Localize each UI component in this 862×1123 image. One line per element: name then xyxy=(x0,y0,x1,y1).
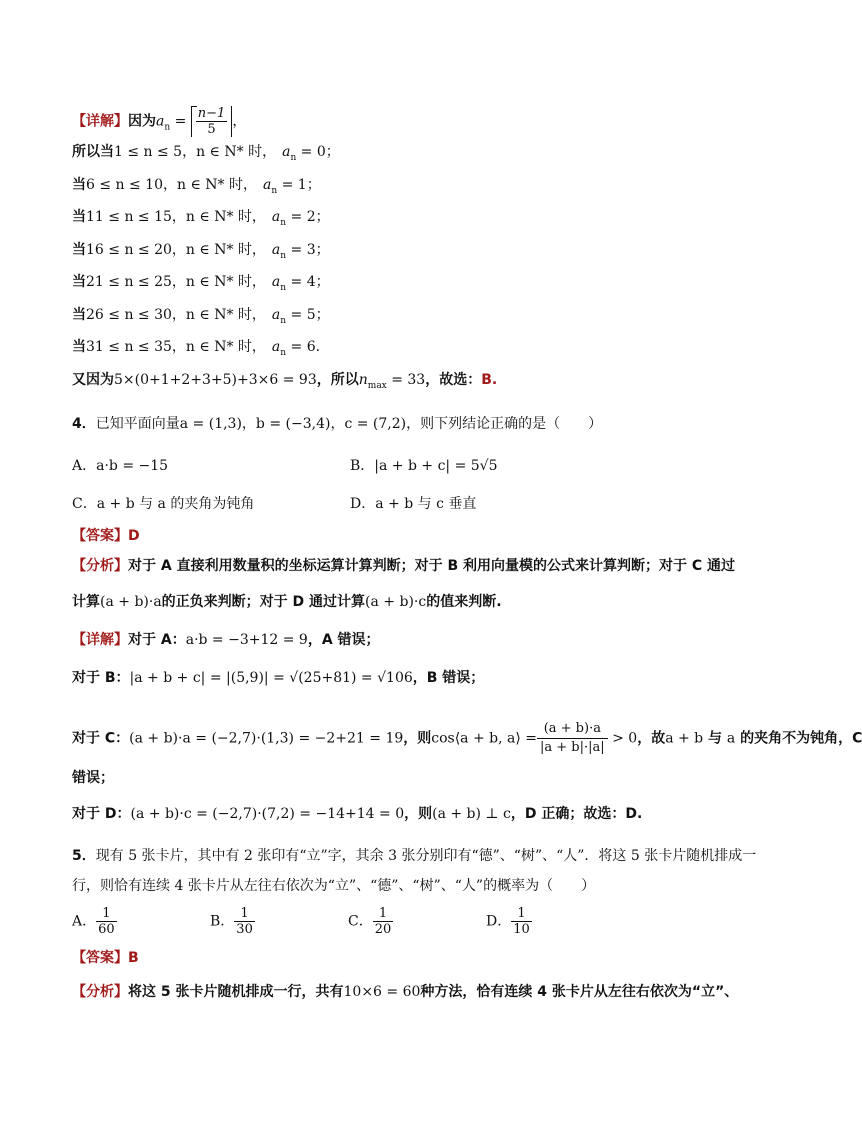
case-line: 当16 ≤ n ≤ 20，n ∈ N* 时， $a_n = 3$； xyxy=(72,242,330,261)
q4-detail-d-prefix: 对于 D： xyxy=(72,806,131,822)
q5-answer xyxy=(72,948,139,968)
q5-analysis-label: 【分析】 xyxy=(72,984,128,1000)
q4-stem: 4．已知平面向量a = (1,3)，b = (−3,4)，c = (7,2)，则下列结论正确的是（ ） xyxy=(72,416,603,432)
q4-detail-a-expr: a·b = −3+12 = 9 xyxy=(185,632,308,648)
q4-vector-b: b = (−3,4) xyxy=(255,416,331,432)
q5-stem-2 xyxy=(72,876,595,896)
case-prefix: 当 xyxy=(72,242,86,258)
q4-option-d xyxy=(350,494,476,514)
q4-option-c-label: C． xyxy=(72,496,97,512)
case-range: 6 ≤ n ≤ 10 xyxy=(86,177,163,193)
q4-analysis-2e: 的值来判断. xyxy=(426,594,502,610)
q4-detail-c-gt: > 0 xyxy=(607,730,638,747)
q4-detail-c-e: a + b xyxy=(665,730,704,747)
case-value: 0 xyxy=(316,144,326,160)
q5-option-label: B． xyxy=(210,913,235,930)
q5-stem-text-2: 行，则恰有连续 4 张卡片从左往右依次为“立”、“德”、“树”、“人”的概率为（ ） xyxy=(72,878,596,894)
q4-stem-a: 已知平面向量 xyxy=(95,416,180,432)
q5-option-den: 60 xyxy=(98,922,115,937)
q5-option xyxy=(72,906,117,937)
q4-analysis-text-1: 对于 A 直接利用数量积的坐标运算计算判断；对于 B 利用向量模的公式来计算判断；对于 C 通过 xyxy=(128,558,736,574)
q4-analysis-label: 【分析】 xyxy=(72,558,128,574)
case-prefix: 当 xyxy=(72,177,86,193)
q4-detail-c-cont xyxy=(72,768,114,788)
q4-option-b-text: |a + b + c| = 5√5 xyxy=(374,458,498,474)
q5-option-label: D． xyxy=(486,913,512,930)
q5-option-num: 1 xyxy=(234,906,255,922)
q4-analysis-2b: (a + b)·a xyxy=(100,594,162,610)
case-nset: n ∈ N* 时， xyxy=(185,209,266,225)
q4-detail-d-perp: (a + b) ⊥ c xyxy=(432,806,511,822)
q5-option xyxy=(210,906,255,937)
q4-detail-c-i: 错误； xyxy=(72,770,114,786)
q5-option-den: 10 xyxy=(513,922,530,937)
an-symbol: a xyxy=(156,113,165,130)
q4-detail-c-then: ，则 xyxy=(403,730,432,747)
case-nset: n ∈ N* 时， xyxy=(185,242,266,258)
q4-number: 4． xyxy=(72,416,96,432)
q5-number: 5． xyxy=(72,848,96,864)
nmax-sub: max xyxy=(367,380,387,391)
q4-answer-value: D xyxy=(128,528,140,544)
case-range: 21 ≤ n ≤ 25 xyxy=(86,274,172,290)
q4-detail-c-prefix: 对于 C： xyxy=(72,730,130,747)
q4-detail-c-h: 的夹角不为钝角，C xyxy=(735,730,862,747)
case-range: 26 ≤ n ≤ 30 xyxy=(86,307,172,323)
q5-option-fraction xyxy=(96,906,117,937)
q4-detail-c-d: ，故 xyxy=(637,730,666,747)
conclusion-expr: 5×(0+1+2+3+5)+3×6 = 93 xyxy=(114,372,317,388)
case-prefix: 当 xyxy=(72,307,86,323)
case-prefix: 当 xyxy=(72,339,86,355)
case-range: 11 ≤ n ≤ 15 xyxy=(86,209,172,225)
case-line: 当21 ≤ n ≤ 25，n ∈ N* 时， $a_n = 4$； xyxy=(72,274,330,293)
case-nset: n ∈ N* 时， xyxy=(185,307,266,323)
q5-option-label: C． xyxy=(348,913,373,930)
q5-option-label: A． xyxy=(72,913,97,930)
nmax-symbol: n xyxy=(358,372,368,388)
q4-option-a xyxy=(72,456,168,476)
q4-detail-d-expr: (a + b)·c = (−2,7)·(7,2) = −14+14 = 0 xyxy=(130,806,405,822)
q4-detail-b-tail: ，B 错误； xyxy=(412,670,485,686)
case-prefix: 当 xyxy=(72,274,86,290)
q5-answer-label: 【答案】 xyxy=(72,950,128,966)
detail-label: 【详解】 xyxy=(72,113,128,130)
q4-detail-c-fnum: (a + b)·a xyxy=(537,720,608,739)
case-line: 当26 ≤ n ≤ 30，n ∈ N* 时， $a_n = 5$； xyxy=(72,307,330,326)
q4-detail-b-prefix: 对于 B： xyxy=(72,670,130,686)
conclusion-answer: B. xyxy=(481,372,498,388)
q5-analysis-b: 10×6 = 60 xyxy=(343,984,421,1000)
q5-option-den: 30 xyxy=(236,922,253,937)
fraction xyxy=(196,106,228,137)
q5-option-num: 1 xyxy=(96,906,117,922)
an-sub: n xyxy=(164,122,171,133)
q4-detail-c-fraction xyxy=(537,720,608,757)
q5-option-fraction xyxy=(373,906,394,937)
case-nset: n ∈ N* 时， xyxy=(185,274,266,290)
q4-detail-a-prefix: 对于 A： xyxy=(128,632,186,648)
q4-detail-b-expr: |a + b + c| = |(5,9)| = √(25+81) = √106 xyxy=(129,670,413,686)
frac-denominator: 5 xyxy=(207,122,216,137)
q4-option-a-text: a·b = −15 xyxy=(96,458,169,474)
q4-option-c xyxy=(72,494,254,514)
q4-answer-label: 【答案】 xyxy=(72,528,128,544)
case-range: 1 ≤ n ≤ 5 xyxy=(114,144,183,160)
q5-option-fraction xyxy=(234,906,255,937)
q4-analysis-2d: (a + b)·c xyxy=(365,594,427,610)
q4-detail-b xyxy=(72,668,484,688)
q5-option-den: 20 xyxy=(374,922,392,937)
q4-detail-d-tail: ，D 正确；故选：D. xyxy=(510,806,643,822)
frac-numerator: n−1 xyxy=(197,106,226,121)
q4-detail-c-expr: (a + b)·a = (−2,7)·(1,3) = −2+21 = 19 xyxy=(129,730,404,747)
q4-option-d-label: D． xyxy=(350,496,376,512)
q4-analysis-2 xyxy=(72,592,502,612)
case-value: 5 xyxy=(306,307,316,323)
case-value: 1 xyxy=(297,177,307,193)
intro-text: 因为 xyxy=(128,113,156,130)
case-value: 2 xyxy=(306,209,316,225)
conclusion-mid: ，所以 xyxy=(316,372,359,388)
q4-detail-d-then: ，则 xyxy=(404,806,433,822)
case-line: 当31 ≤ n ≤ 35，n ∈ N* 时， $a_n = 6$. xyxy=(72,339,321,358)
case-range: 31 ≤ n ≤ 35 xyxy=(86,339,172,355)
q5-option-num: 1 xyxy=(511,906,532,922)
case-range: 16 ≤ n ≤ 20 xyxy=(86,242,172,258)
case-prefix: 所以当 xyxy=(72,144,114,160)
q4-detail-c-cos: cos⟨a + b, a⟩ = xyxy=(431,730,538,747)
q5-answer-value: B xyxy=(128,950,139,966)
floor-bracket xyxy=(191,106,233,137)
case-prefix: 当 xyxy=(72,209,86,225)
q5-stem-1 xyxy=(72,846,756,866)
conclusion-line xyxy=(72,370,497,396)
case-value: 3 xyxy=(306,242,316,258)
q4-option-c-text: a + b 与 a 的夹角为钝角 xyxy=(96,496,255,512)
conclusion-tail: ，故选： xyxy=(425,372,482,388)
q4-detail-label: 【详解】 xyxy=(72,632,128,648)
case-nset: n ∈ N* 时， xyxy=(185,339,266,355)
case-line: 当11 ≤ n ≤ 15，n ∈ N* 时， $a_n = 2$； xyxy=(72,209,330,228)
detail-intro: 【详解】因为$a_n$ = $\frac{n-1}{5}$ ， xyxy=(72,106,247,137)
q4-detail-c-g: a xyxy=(726,730,736,747)
q4-answer xyxy=(72,526,140,546)
q5-option xyxy=(348,906,393,937)
conclusion-prefix: 又因为 xyxy=(72,372,114,388)
q5-option-fraction xyxy=(511,906,532,937)
case-value: 4 xyxy=(306,274,316,290)
q4-detail-d xyxy=(72,804,642,824)
q4-detail-a xyxy=(72,630,380,650)
q4-vector-a: a = (1,3) xyxy=(179,416,242,432)
case-nset: n ∈ N* 时， xyxy=(196,144,277,160)
q4-detail-c-f: 与 xyxy=(703,730,727,747)
q5-option xyxy=(486,906,532,937)
q4-analysis-2a: 计算 xyxy=(72,594,100,610)
q5-analysis xyxy=(72,982,738,1002)
q4-vector-c: c = (7,2) xyxy=(344,416,407,432)
q4-option-b-label: B． xyxy=(350,458,375,474)
case-line: 所以当1 ≤ n ≤ 5，n ∈ N* 时， $a_n = 0$； xyxy=(72,144,340,163)
q4-analysis-2c: 的正负来判断；对于 D 通过计算 xyxy=(161,594,366,610)
q4-stem-b: ，则下列结论正确的是（ ） xyxy=(406,416,603,432)
q4-option-a-label: A． xyxy=(72,458,97,474)
q4-detail-a-tail: ，A 错误； xyxy=(307,632,380,648)
q4-detail-c xyxy=(72,720,862,757)
q5-analysis-a: 将这 5 张卡片随机排成一行，共有 xyxy=(128,984,344,1000)
q5-analysis-c: 种方法，恰有连续 4 张卡片从左往右依次为“立”、 xyxy=(420,984,739,1000)
q4-analysis-1 xyxy=(72,556,735,576)
q4-option-b xyxy=(350,456,498,476)
q4-detail-c-fden: |a + b|·|a| xyxy=(540,740,605,755)
case-nset: n ∈ N* 时， xyxy=(177,177,257,193)
q5-stem-text-1: 现有 5 张卡片，其中有 2 张印有“立”字，其余 3 张分别印有“德”、“树”、“人”．将这 5 张卡片随机排成一 xyxy=(95,848,757,864)
case-line: 当6 ≤ n ≤ 10，n ∈ N* 时， $a_n = 1$； xyxy=(72,177,321,196)
q4-option-d-text: a + b 与 c 垂直 xyxy=(375,496,477,512)
case-value: 6 xyxy=(306,339,316,355)
nmax-value: = 33 xyxy=(386,372,426,388)
q5-option-num: 1 xyxy=(373,906,394,922)
